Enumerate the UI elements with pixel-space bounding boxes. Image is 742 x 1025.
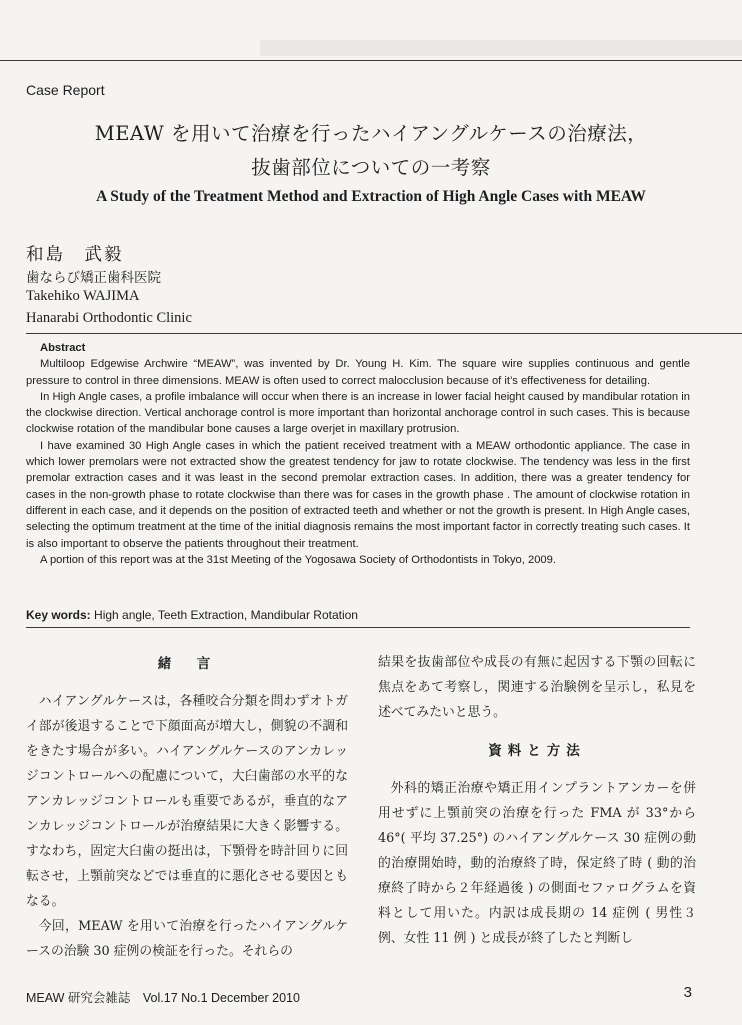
- article-category: Case Report: [26, 82, 105, 98]
- body-column-left: [26, 650, 348, 964]
- affiliation-jp: 歯ならび矯正歯科医院: [26, 270, 161, 286]
- bleed-through-header: [260, 40, 742, 56]
- body-paragraph: 外科的矯正治療や矯正用インプラントアンカーを併用せずに上顎前突の治療を行った FMA が 33°から 46°( 平均 37.25°) のハイアングルケース 30 症例の動的治療開始時，動的治療終了時，保定終了時 ( 動的治療終了時から２年経過後 ) の側面セファログラムを資料として用いた。内訳は成長期の 14 症例 ( 男性３例、女性 11 例 ) と成長が終了したと判断し: [378, 781, 696, 946]
- body-paragraph: 今回，MEAW を用いて治療を行ったハイアングルケースの治験 30 症例の検証を行った。それらの: [26, 919, 348, 959]
- abstract-paragraph: A portion of this report was at the 31st Meeting of the Yogosawa Society of Orthodontists in Tokyo, 2009.: [40, 553, 556, 566]
- abstract-rule: [26, 333, 742, 334]
- keywords-value: High angle, Teeth Extraction, Mandibular Rotation: [94, 608, 358, 622]
- section-heading-intro: 緒 言: [157, 656, 217, 672]
- author-name-jp: 和島 武毅: [26, 245, 124, 265]
- abstract-paragraph: In High Angle cases, a profile imbalance will occur when there is an increase in lower facial height caused by mandibular rotation in the clockwise direction. Vertical anchorage control is more important than horizontal anchorage control in such cases. This is because clockwise rotation of the mandibular bone causes a large overjet in maxillary protrusion.: [26, 390, 690, 436]
- page-number: 3: [683, 984, 692, 1001]
- keywords-label: Key words:: [26, 608, 91, 622]
- body-paragraph: 結果を抜歯部位や成長の有無に起因する下顎の回転に焦点をあて考察し，関連する治験例を呈示し，私見を述べてみたいと思う。: [378, 655, 696, 720]
- affiliation-en: Hanarabi Orthodontic Clinic: [26, 310, 192, 326]
- author-name-en: Takehiko WAJIMA: [26, 288, 140, 304]
- body-column-right: [378, 650, 696, 951]
- abstract-heading: Abstract: [40, 342, 86, 354]
- body-paragraph: ハイアングルケースは，各種咬合分類を問わずオトガイ部が後退することで下顔面高が増大し，側貌の不調和をきたす場合が多い。ハイアングルケースのアンカレッジコントロールへの配慮について，大臼歯部の水平的なアンカレッジコントロールも重要であるが，垂直的なアンカレッジコントロールが治療結果に大きく影響する。すなわち，固定大臼歯の挺出は，下顎骨を時計回りに回転させ，上顎前突などでは垂直的に悪化させる要因ともなる。: [26, 694, 348, 909]
- abstract: [26, 340, 690, 568]
- title-jp-line2: 抜歯部位についての一考察: [251, 156, 491, 179]
- journal-footer: MEAW 研究会雑誌 Vol.17 No.1 December 2010: [26, 991, 300, 1005]
- keywords: [26, 608, 690, 622]
- keywords-rule: [26, 627, 690, 628]
- section-heading-methods: 資料と方法: [488, 743, 586, 759]
- header-rule: [0, 60, 742, 61]
- abstract-paragraph: I have examined 30 High Angle cases in which the patient received treatment with a MEAW orthodontic appliance. The case in which lower premolars were not extracted show the greatest tendency for jaw to rotate clockwise. The tendency was less in the first premolar extraction cases and it was least in the second premolar extraction cases. In addition, there was a greater tendency for cases in the non-growth phase to rotate clockwise than there was for cases in the growth phase . The amount of clockwise rotation in different in each case, and it depends on the position of extracted teeth and whether or not the growth is present. In High Angle cases, selecting the optimum treatment at the time of the initial diagnosis remains the most important factor in correctly treating such cases. It is also important to observe the patients throughout their treatment.: [26, 439, 690, 550]
- title-jp-line1: MEAW を用いて治療を行ったハイアングルケースの治療法，: [94, 122, 648, 145]
- abstract-paragraph: Multiloop Edgewise Archwire “MEAW”, was invented by Dr. Young H. Kim. The square wire supplies continuous and gentle pressure to control in three dimensions. MEAW is often used to correct malocclusion because of it’s effectiveness for detailing.: [26, 358, 690, 387]
- title-en: A Study of the Treatment Method and Extraction of High Angle Cases with MEAW: [96, 188, 646, 205]
